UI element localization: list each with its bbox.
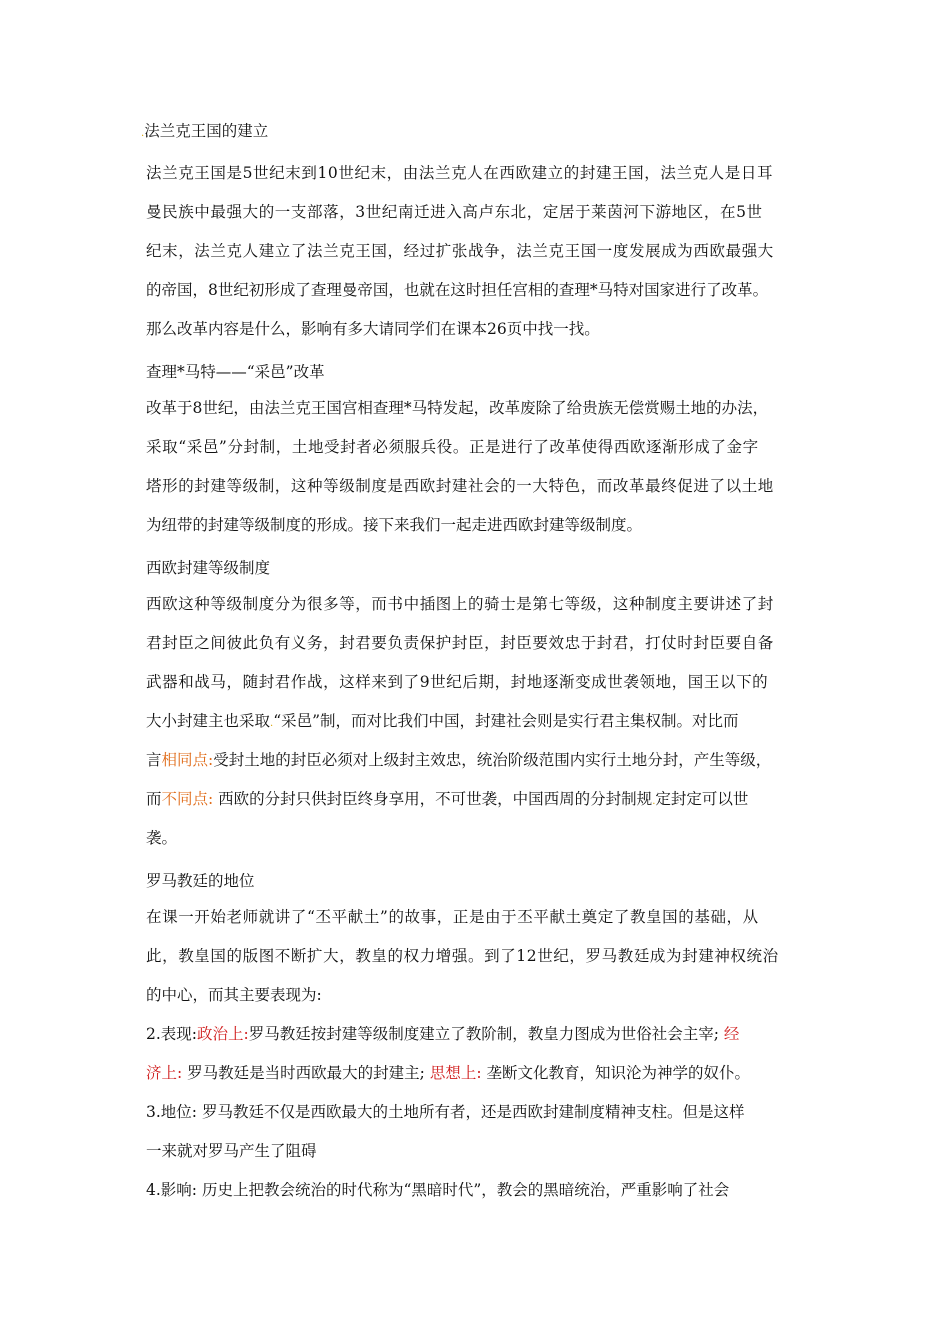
paragraph-line: 袭。 [146, 829, 178, 847]
difference-label: 不同点: [161, 790, 214, 808]
paragraph-line: 那么改革内容是什么，影响有多大请同学们在课本26页中找一找。 [146, 320, 600, 338]
paragraph-line: 一来就对罗马产生了阻碍 [146, 1142, 317, 1160]
paragraph-line: 采取“采邑”分封制，土地受封者必须服兵役。正是进行了改革使得西欧逐渐形成了金字 [146, 438, 759, 456]
paragraph-line: 的中心，而其主要表现为: [146, 986, 322, 1004]
paragraph-line: 君封臣之间彼此负有义务，封君要负责保护封臣，封臣要效忠于封君，打仗时封臣要自备 [146, 634, 774, 652]
economic-label-end: 济上: [146, 1064, 183, 1082]
ideology-label: 思想上: [424, 1064, 482, 1082]
section-title-roman-church: 罗马教廷的地位 [146, 872, 255, 890]
paragraph-line: 为纽带的封建等级制度的形成。接下来我们一起走进西欧封建等级制度。 [146, 516, 643, 534]
paragraph-line: 2.表现:政治上:罗马教廷按封建等级制度建立了教阶制，教皇力图成为世俗社会主宰; 经 [146, 1025, 740, 1043]
paragraph-line: 济上: 罗马教廷是当时西欧最大的封建主; 思想上: 垄断文化教育，知识沦为神学的奴仆。 [146, 1064, 750, 1082]
political-label: 政治上: [197, 1025, 249, 1043]
paragraph-line: 改革于8世纪，由法兰克王国宫相查理*马特发起，改革废除了给贵族无偿赏赐土地的办法， [146, 399, 769, 417]
paragraph-line: 言相同点:受封土地的封臣必须对上级封主效忠，统治阶级范围内实行土地分封，产生等级， [146, 751, 772, 769]
marker-dot: . [652, 796, 656, 807]
paragraph-line: 武器和战马，随封君作战，这样来到了9世纪后期，封地逐渐变成世袭领地，国王以下的 [146, 673, 769, 691]
paragraph-line: 3.地位: 罗马教廷不仅是西欧最大的土地所有者，还是西欧封建制度精神支柱。但是这样 [146, 1103, 745, 1121]
paragraph-line: 的帝国，8世纪初形成了查理曼帝国，也就在这时担任宫相的查理*马特对国家进行了改革。 [146, 281, 769, 299]
paragraph-line: 而不同点: 西欧的分封只供封臣终身享用，不可世袭，中国西周的分封制规.定封定可以世 [146, 790, 749, 808]
paragraph-line: 纪末，法兰克人建立了法兰克王国，经过扩张战争，法兰克王国一度发展成为西欧最强大 [146, 242, 774, 260]
marker-dot: . [270, 718, 274, 729]
marker-dot: . [141, 128, 145, 139]
paragraph-line: 4.影响: 历史上把教会统治的时代称为“黑暗时代”，教会的黑暗统治，严重影响了社会 [146, 1181, 730, 1199]
section-title-frankish-kingdom: .法兰克王国的建立 [141, 122, 269, 140]
paragraph-line: 法兰克王国是5世纪末到10世纪末，由法兰克人在西欧建立的封建王国，法兰克人是日耳 [146, 164, 774, 182]
paragraph-line: 此，教皇国的版图不断扩大，教皇的权力增强。到了12世纪，罗马教廷成为封建神权统治 [146, 947, 779, 965]
section-title-charles-martel-reform: 查理*马特——“采邑”改革 [146, 363, 325, 381]
paragraph-line: 曼民族中最强大的一支部落，3世纪南迁进入高卢东北，定居于莱茵河下游地区，在5世 [146, 203, 763, 221]
paragraph-line: 在课一开始老师就讲了“丕平献土”的故事，正是由于丕平献土奠定了教皇国的基础，从 [146, 908, 759, 926]
section-title-feudal-hierarchy: 西欧封建等级制度 [146, 559, 271, 577]
economic-label-start: 经 [718, 1025, 740, 1043]
paragraph-line: 西欧这种等级制度分为很多等，而书中插图上的骑士是第七等级，这种制度主要讲述了封 [146, 595, 774, 613]
paragraph-line: 塔形的封建等级制，这种等级制度是西欧封建社会的一大特色，而改革最终促进了以土地 [146, 477, 774, 495]
similarity-label: 相同点: [161, 751, 214, 769]
paragraph-line: 大小封建主也采取.“采邑”制，而对比我们中国，封建社会则是实行君主集权制。对比而 [146, 712, 739, 730]
